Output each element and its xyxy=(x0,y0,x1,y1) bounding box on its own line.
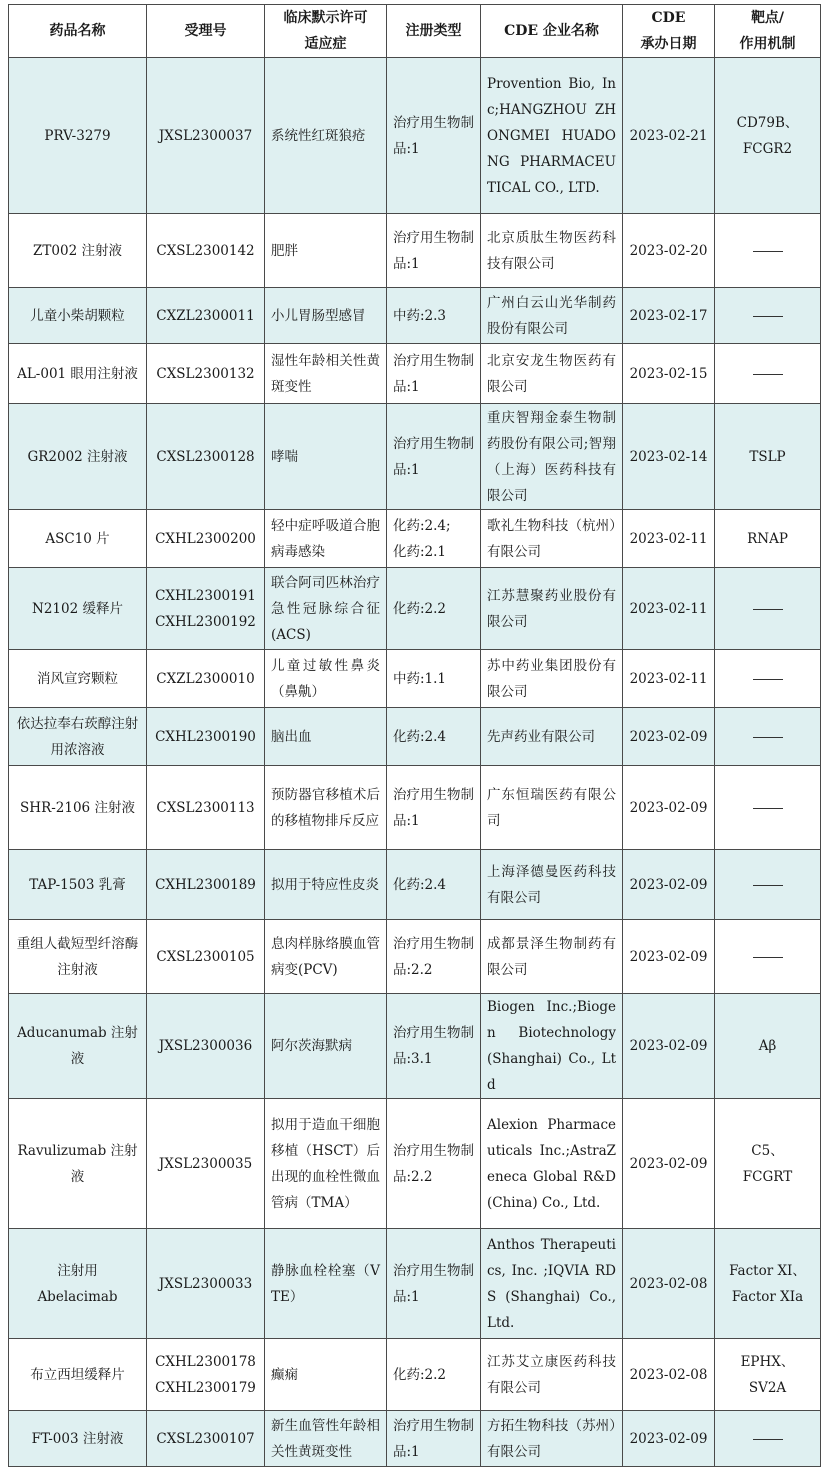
cell-drug-name: Ravulizumab 注射液 xyxy=(9,1099,147,1229)
cell-registration-type: 治疗用生物制品:2.2 xyxy=(387,920,481,994)
header-indication: 临床默示许可 适应症 xyxy=(265,5,387,58)
cell-target: Factor XI、 Factor XIa xyxy=(715,1229,821,1339)
cell-date: 2023-02-20 xyxy=(623,214,715,288)
cell-target xyxy=(715,288,821,344)
cell-company: 上海泽德曼医药科技有限公司 xyxy=(481,850,623,920)
cell-indication: 肥胖 xyxy=(265,214,387,288)
cell-acceptance-no: JXSL2300037 xyxy=(147,58,265,214)
header-date: CDE 承办日期 xyxy=(623,5,715,58)
cell-indication: 系统性红斑狼疮 xyxy=(265,58,387,214)
cell-registration-type: 治疗用生物制品:1 xyxy=(387,1229,481,1339)
cell-company: Provention Bio, Inc;HANGZHOU ZHONGMEI HUADONG PHARMACEUTICAL CO., LTD. xyxy=(481,58,623,214)
cell-drug-name: 消风宣窍颗粒 xyxy=(9,650,147,708)
cell-company: Alexion Pharmaceuticals Inc.;AstraZeneca Global R&D (China) Co., Ltd. xyxy=(481,1099,623,1229)
cell-acceptance-no: CXHL2300178 CXHL2300179 xyxy=(147,1339,265,1411)
cell-registration-type: 中药:2.3 xyxy=(387,288,481,344)
cell-indication: 小儿胃肠型感冒 xyxy=(265,288,387,344)
cell-target xyxy=(715,766,821,850)
cell-registration-type: 治疗用生物制品:1 xyxy=(387,344,481,404)
cell-indication: 儿童过敏性鼻炎（鼻鼽） xyxy=(265,650,387,708)
cell-company: 北京安龙生物医药有限公司 xyxy=(481,344,623,404)
cell-registration-type: 化药:2.2 xyxy=(387,568,481,650)
cell-drug-name: Aducanumab 注射液 xyxy=(9,994,147,1099)
header-target: 靶点/ 作用机制 xyxy=(715,5,821,58)
table-row xyxy=(9,1411,821,1467)
cell-registration-type: 治疗用生物制品:1 xyxy=(387,214,481,288)
cell-registration-type: 治疗用生物制品:1 xyxy=(387,1411,481,1467)
cell-company: 歌礼生物科技（杭州）有限公司 xyxy=(481,510,623,568)
cell-date: 2023-02-09 xyxy=(623,850,715,920)
none-dash xyxy=(753,251,783,252)
table-row xyxy=(9,1339,821,1411)
table-body xyxy=(9,58,821,1467)
cell-drug-name: 重组人截短型纤溶酶注射液 xyxy=(9,920,147,994)
cell-date: 2023-02-09 xyxy=(623,994,715,1099)
cell-drug-name: 注射用 Abelacimab xyxy=(9,1229,147,1339)
cell-drug-name: 儿童小柴胡颗粒 xyxy=(9,288,147,344)
none-dash xyxy=(753,1439,783,1440)
table-row xyxy=(9,650,821,708)
cell-date: 2023-02-14 xyxy=(623,404,715,510)
header-acceptance-no: 受理号 xyxy=(147,5,265,58)
cell-acceptance-no: CXSL2300128 xyxy=(147,404,265,510)
cell-acceptance-no: CXHL2300189 xyxy=(147,850,265,920)
cell-drug-name: FT-003 注射液 xyxy=(9,1411,147,1467)
table-row xyxy=(9,510,821,568)
cell-company: 北京质肽生物医药科技有限公司 xyxy=(481,214,623,288)
cell-acceptance-no: CXHL2300200 xyxy=(147,510,265,568)
header-company: CDE 企业名称 xyxy=(481,5,623,58)
cell-company: Biogen Inc.;Biogen Biotechnology (Shanghai) Co., Ltd xyxy=(481,994,623,1099)
cell-company: 江苏艾立康医药科技有限公司 xyxy=(481,1339,623,1411)
cell-date: 2023-02-11 xyxy=(623,650,715,708)
cell-registration-type: 治疗用生物制品:1 xyxy=(387,58,481,214)
table-row xyxy=(9,920,821,994)
cell-indication: 预防器官移植术后的移植物排斥反应 xyxy=(265,766,387,850)
cell-drug-name: GR2002 注射液 xyxy=(9,404,147,510)
cell-indication: 轻中症呼吸道合胞病毒感染 xyxy=(265,510,387,568)
cell-date: 2023-02-09 xyxy=(623,1099,715,1229)
cell-acceptance-no: JXSL2300035 xyxy=(147,1099,265,1229)
table-row xyxy=(9,1099,821,1229)
table-row xyxy=(9,994,821,1099)
cell-drug-name: AL-001 眼用注射液 xyxy=(9,344,147,404)
cell-drug-name: 布立西坦缓释片 xyxy=(9,1339,147,1411)
cell-date: 2023-02-09 xyxy=(623,920,715,994)
cell-registration-type: 治疗用生物制品:2.2 xyxy=(387,1099,481,1229)
cell-target xyxy=(715,850,821,920)
cell-date: 2023-02-11 xyxy=(623,568,715,650)
cell-date: 2023-02-11 xyxy=(623,510,715,568)
cell-company: 重庆智翔金泰生物制药股份有限公司;智翔（上海）医药科技有限公司 xyxy=(481,404,623,510)
none-dash xyxy=(753,957,783,958)
table-header-row xyxy=(9,5,821,58)
none-dash xyxy=(753,609,783,610)
cell-acceptance-no: CXSL2300105 xyxy=(147,920,265,994)
cell-indication: 阿尔茨海默病 xyxy=(265,994,387,1099)
none-dash xyxy=(753,808,783,809)
table-row xyxy=(9,404,821,510)
cell-company: 广州白云山光华制药股份有限公司 xyxy=(481,288,623,344)
cell-drug-name: TAP-1503 乳膏 xyxy=(9,850,147,920)
cell-acceptance-no: CXZL2300011 xyxy=(147,288,265,344)
cell-acceptance-no: CXSL2300132 xyxy=(147,344,265,404)
cell-acceptance-no: JXSL2300033 xyxy=(147,1229,265,1339)
cell-indication: 脑出血 xyxy=(265,708,387,766)
cell-indication: 拟用于特应性皮炎 xyxy=(265,850,387,920)
cell-acceptance-no: CXSL2300142 xyxy=(147,214,265,288)
header-drug-name: 药品名称 xyxy=(9,5,147,58)
cell-indication: 联合阿司匹林治疗急性冠脉综合征(ACS) xyxy=(265,568,387,650)
table-row xyxy=(9,344,821,404)
cell-registration-type: 化药:2.4; 化药:2.1 xyxy=(387,510,481,568)
cell-target xyxy=(715,214,821,288)
none-dash xyxy=(753,885,783,886)
none-dash xyxy=(753,679,783,680)
cell-drug-name: N2102 缓释片 xyxy=(9,568,147,650)
header-registration-type: 注册类型 xyxy=(387,5,481,58)
cell-target: TSLP xyxy=(715,404,821,510)
table-row xyxy=(9,568,821,650)
cell-acceptance-no: CXSL2300107 xyxy=(147,1411,265,1467)
cell-indication: 湿性年龄相关性黄斑变性 xyxy=(265,344,387,404)
cell-drug-name: ASC10 片 xyxy=(9,510,147,568)
cell-company: 成都景泽生物制药有限公司 xyxy=(481,920,623,994)
cell-target xyxy=(715,708,821,766)
table-row xyxy=(9,1229,821,1339)
cell-indication: 拟用于造血干细胞移植（HSCT）后出现的血栓性微血管病（TMA） xyxy=(265,1099,387,1229)
cell-indication: 静脉血栓栓塞（VTE） xyxy=(265,1229,387,1339)
cell-acceptance-no: CXZL2300010 xyxy=(147,650,265,708)
cell-acceptance-no: JXSL2300036 xyxy=(147,994,265,1099)
drug-approval-table xyxy=(8,4,821,1467)
cell-target xyxy=(715,344,821,404)
cell-drug-name: PRV-3279 xyxy=(9,58,147,214)
cell-target xyxy=(715,568,821,650)
cell-drug-name: SHR-2106 注射液 xyxy=(9,766,147,850)
cell-target: EPHX、 SV2A xyxy=(715,1339,821,1411)
cell-date: 2023-02-17 xyxy=(623,288,715,344)
table-row xyxy=(9,214,821,288)
table-row xyxy=(9,766,821,850)
cell-target: C5、 FCGRT xyxy=(715,1099,821,1229)
cell-date: 2023-02-09 xyxy=(623,766,715,850)
cell-indication: 息肉样脉络膜血管病变(PCV) xyxy=(265,920,387,994)
cell-date: 2023-02-09 xyxy=(623,1411,715,1467)
table-row xyxy=(9,58,821,214)
cell-registration-type: 化药:2.4 xyxy=(387,708,481,766)
cell-drug-name: ZT002 注射液 xyxy=(9,214,147,288)
cell-drug-name: 依达拉奉右莰醇注射用浓溶液 xyxy=(9,708,147,766)
none-dash xyxy=(753,316,783,317)
cell-target: CD79B、 FCGR2 xyxy=(715,58,821,214)
none-dash xyxy=(753,737,783,738)
cell-acceptance-no: CXHL2300190 xyxy=(147,708,265,766)
cell-registration-type: 治疗用生物制品:3.1 xyxy=(387,994,481,1099)
table-row xyxy=(9,708,821,766)
cell-indication: 癫痫 xyxy=(265,1339,387,1411)
cell-company: 苏中药业集团股份有限公司 xyxy=(481,650,623,708)
cell-target: Aβ xyxy=(715,994,821,1099)
cell-indication: 新生血管性年龄相关性黄斑变性 xyxy=(265,1411,387,1467)
table-row xyxy=(9,850,821,920)
cell-registration-type: 化药:2.2 xyxy=(387,1339,481,1411)
cell-registration-type: 治疗用生物制品:1 xyxy=(387,766,481,850)
none-dash xyxy=(753,374,783,375)
cell-company: 方拓生物科技（苏州）有限公司 xyxy=(481,1411,623,1467)
cell-target xyxy=(715,920,821,994)
cell-company: 先声药业有限公司 xyxy=(481,708,623,766)
cell-target xyxy=(715,650,821,708)
cell-company: 江苏慧聚药业股份有限公司 xyxy=(481,568,623,650)
cell-date: 2023-02-15 xyxy=(623,344,715,404)
cell-acceptance-no: CXHL2300191 CXHL2300192 xyxy=(147,568,265,650)
cell-acceptance-no: CXSL2300113 xyxy=(147,766,265,850)
cell-company: 广东恒瑞医药有限公司 xyxy=(481,766,623,850)
cell-date: 2023-02-09 xyxy=(623,708,715,766)
cell-date: 2023-02-21 xyxy=(623,58,715,214)
cell-date: 2023-02-08 xyxy=(623,1339,715,1411)
cell-target xyxy=(715,1411,821,1467)
cell-registration-type: 治疗用生物制品:1 xyxy=(387,404,481,510)
cell-indication: 哮喘 xyxy=(265,404,387,510)
table-row xyxy=(9,288,821,344)
cell-company: Anthos Therapeutics, Inc. ;IQVIA RDS (Shanghai) Co., Ltd. xyxy=(481,1229,623,1339)
cell-target: RNAP xyxy=(715,510,821,568)
cell-date: 2023-02-08 xyxy=(623,1229,715,1339)
cell-registration-type: 化药:2.4 xyxy=(387,850,481,920)
cell-registration-type: 中药:1.1 xyxy=(387,650,481,708)
